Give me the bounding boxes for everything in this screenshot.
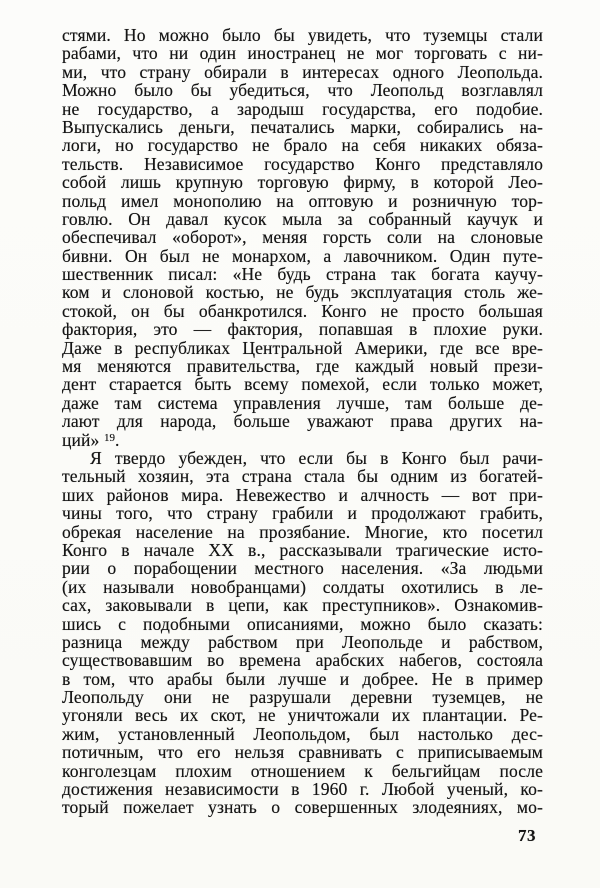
text-line: обеспечивал «оборот», меняя горсть соли на слоновые — [62, 227, 543, 248]
text-line: фактория, это — фактория, попавшая в плохие руки. — [62, 319, 543, 340]
text-line: торый пожелает узнать о совершенных злодеяниях, мо- — [62, 797, 543, 818]
text-line: собой лишь крупную торговую фирму, в которой Лео- — [62, 172, 543, 193]
text-line: разница между рабством при Леопольде и рабством, — [62, 631, 543, 652]
text-line: логи, но государство не брало на себя никаких обяза- — [62, 135, 543, 156]
text-line: говлю. Он давал кусок мыла за собранный каучук и — [62, 208, 543, 229]
text-line: существовавшим во времена арабских набегов, состояла — [62, 650, 543, 671]
text-line: стокой, он бы обанкротился. Конго не просто большая — [62, 300, 543, 321]
text-line: Леопольду они не разрушали деревни туземцев, не — [62, 687, 543, 708]
paragraph — [62, 449, 543, 817]
text-line: обрекая население на прозябание. Многие, кто посетил — [62, 521, 543, 542]
text-line: шись с подобными описаниями, можно было сказать: — [62, 613, 543, 634]
text-line: Я твердо убежден, что если бы в Конго был рачи- — [90, 447, 543, 468]
text-line: стями. Но можно было бы увидеть, что туземцы стали — [62, 25, 543, 45]
text-line: сах, заковывали в цепи, как преступников». Ознакомив- — [62, 595, 543, 616]
text-line: конголезцам плохим отношением к бельгийцам после — [62, 760, 543, 781]
text-line: лают для народа, больше уважают права других на- — [62, 411, 543, 432]
text-line: Можно было бы убедиться, что Леопольд возглавлял — [62, 80, 543, 101]
text-line: Выпускались деньги, печатались марки, собирались на- — [62, 116, 543, 137]
text-line: шественник писал: «Не будь страна так богата каучу- — [62, 264, 543, 285]
text-line: даже там система управления лучше, там больше де- — [62, 392, 543, 413]
text-line: не государство, а зародыш государства, его подобие. — [62, 98, 543, 119]
text-line: Конго в начале XX в., рассказывали трагические исто- — [62, 539, 543, 560]
text-line: тельный хозяин, эта страна стала бы одним из богатей- — [62, 466, 543, 487]
text-line: польд имел монополию на оптовую и розничную тор- — [62, 190, 543, 211]
line-text: . — [114, 429, 120, 450]
text-line: достижения независимости в 1960 г. Любой ученый, ко- — [62, 779, 543, 800]
text-line: в том, что арабы были лучше и добрее. Не в пример — [62, 668, 543, 689]
text-line: тельств. Независимое государство Конго представляло — [62, 153, 543, 174]
paragraph — [62, 26, 543, 449]
text-line: ших районов мира. Невежество и алчность — вот при- — [62, 484, 543, 505]
text-line: Даже в республиках Центральной Америки, где все вре- — [62, 337, 543, 358]
page-number: 73 — [518, 826, 536, 845]
text-line: угоняли весь их скот, не уничтожали их плантации. Ре- — [62, 705, 543, 726]
text-line: (их называли новобранцами) солдаты охотились в ле- — [62, 576, 543, 597]
text-line: бивни. Он был не монархом, а лавочником. Один путе- — [62, 245, 543, 266]
text-line: жим, установленный Леопольдом, был настолько дес- — [62, 723, 543, 744]
footnote-ref: 19 — [103, 431, 115, 444]
text-line: ком и слоновой костью, не будь эксплуатация столь же- — [62, 282, 543, 303]
text-line: ми, что страну обирали в интересах одного Леопольда. — [62, 61, 543, 82]
text-line — [62, 431, 543, 449]
text-line: чины того, что страну грабили и продолжают грабить, — [62, 503, 543, 524]
text-line: потичным, что его нельзя сравнивать с приписываемым — [62, 742, 543, 763]
text-line: мя меняются правительства, где каждый новый прези- — [62, 356, 543, 377]
line-text: ций» — [62, 429, 104, 450]
text-line: рии о порабощении местного населения. «За людьми — [62, 558, 543, 579]
text-line: рабами, что ни один иностранец не мог торговать с ни- — [62, 43, 543, 64]
text-line: дент старается быть всему помехой, если только может, — [62, 374, 543, 395]
page-text — [62, 26, 543, 817]
